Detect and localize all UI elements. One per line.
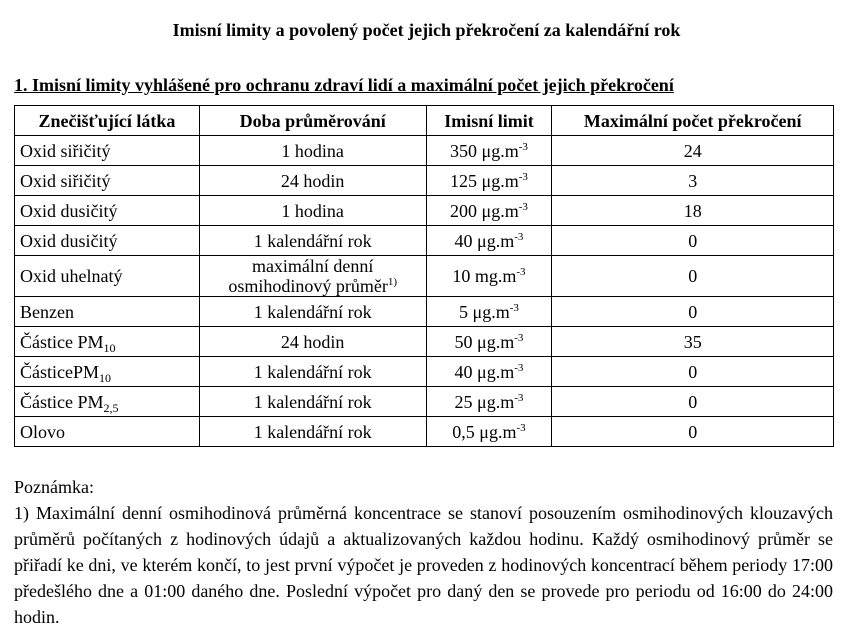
table-row [15, 387, 834, 417]
section-heading: 1. Imisní limity vyhlášené pro ochranu zdraví lidí a maximální počet jejich překročení [14, 75, 674, 95]
period-cell: 1 kalendářní rok [199, 387, 426, 417]
period-cell: 24 hodin [199, 327, 426, 357]
max-exceedances-cell: 0 [552, 226, 834, 256]
max-exceedances-cell: 0 [552, 417, 834, 447]
max-exceedances-cell: 0 [552, 387, 834, 417]
limit-cell: 200 $\mu g.m^{-3}$ [426, 196, 552, 226]
max-exceedances-cell: 18 [552, 196, 834, 226]
max-exceedances-cell: 24 [552, 136, 834, 166]
table-row [15, 357, 834, 387]
substance-cell: Oxid dusičitý [15, 226, 200, 256]
period-cell: 1 kalendářní rok [199, 297, 426, 327]
period-cell: 1 kalendářní rok [199, 417, 426, 447]
limit-cell: 350 $\mu g.m^{-3}$ [426, 136, 552, 166]
table-header-row [15, 106, 834, 136]
substance-cell: Olovo [15, 417, 200, 447]
table-row [15, 226, 834, 256]
substance-cell: ČásticePM$_{10}$ [15, 357, 200, 387]
substance-cell: Částice $PM_{2,5}$ [15, 387, 200, 417]
limit-cell: 0,5 $\mu g.m^{-3}$ [426, 417, 552, 447]
footnote-text: 1) Maximální denní osmihodinová průměrná koncentrace se stanoví posouzením osmihodinových klouzavých průměrů počítaných z hodinových údajů a aktualizovaných každou hodinu. Každý osmihodinový průměr se přiřadí ke dni, ve kterém končí, to jest první výpočet je proveden z hodinových koncentrací během periody 17:00 předešlého dne a 01:00 daného dne. Poslední výpočet pro daný den se provede pro periodu od 16:00 do 24:00 hodin. [14, 503, 833, 627]
max-exceedances-cell: 0 [552, 297, 834, 327]
limit-cell: 40 $\mu g.m^{-3}$ [426, 226, 552, 256]
limit-cell: 10 $mg.m^{-3}$ [426, 256, 552, 297]
table-row [15, 136, 834, 166]
table-row [15, 297, 834, 327]
notes-section [14, 474, 833, 630]
column-header-max-exceedances: Maximální počet překročení [552, 106, 834, 136]
column-header-limit: Imisní limit [426, 106, 552, 136]
table-row [15, 256, 834, 297]
limit-cell: 5 $\mu g.m^{-3}$ [426, 297, 552, 327]
substance-cell: Benzen [15, 297, 200, 327]
footnote-marker: 1) [387, 276, 398, 288]
table-row [15, 196, 834, 226]
period-cell: 1 kalendářní rok [199, 226, 426, 256]
substance-cell: Oxid siřičitý [15, 136, 200, 166]
max-exceedances-cell: 3 [552, 166, 834, 196]
table-row [15, 327, 834, 357]
limit-cell: 125 $\mu g.m^{-3}$ [426, 166, 552, 196]
period-cell [199, 256, 426, 297]
period-cell: 1 hodina [199, 196, 426, 226]
period-cell: 1 hodina [199, 136, 426, 166]
period-cell: 1 kalendářní rok [199, 357, 426, 387]
column-header-substance: Znečišťující látka [15, 106, 200, 136]
limit-cell: 40 $\mu g.m^{-3}$ [426, 357, 552, 387]
table-row [15, 166, 834, 196]
max-exceedances-cell: 0 [552, 357, 834, 387]
substance-cell: Oxid dusičitý [15, 196, 200, 226]
column-header-period: Doba průměrování [199, 106, 426, 136]
page-title: Imisní limity a povolený počet jejich překročení za kalendářní rok [172, 20, 681, 40]
limit-cell: 25 $\mu g.m^{-3}$ [426, 387, 552, 417]
limit-cell: 50 $\mu g.m^{-3}$ [426, 327, 552, 357]
period-line-1: maximální denní [251, 256, 374, 276]
notes-heading: Poznámka: [14, 477, 94, 497]
period-line-2: osmihodinový průměr [228, 276, 388, 296]
max-exceedances-cell: 0 [552, 256, 834, 297]
substance-cell: Oxid siřičitý [15, 166, 200, 196]
substance-cell: Oxid uhelnatý [15, 256, 200, 297]
period-cell: 24 hodin [199, 166, 426, 196]
table-row [15, 417, 834, 447]
limits-table [14, 105, 834, 447]
substance-cell: Částice $PM_{10}$ [15, 327, 200, 357]
max-exceedances-cell: 35 [552, 327, 834, 357]
